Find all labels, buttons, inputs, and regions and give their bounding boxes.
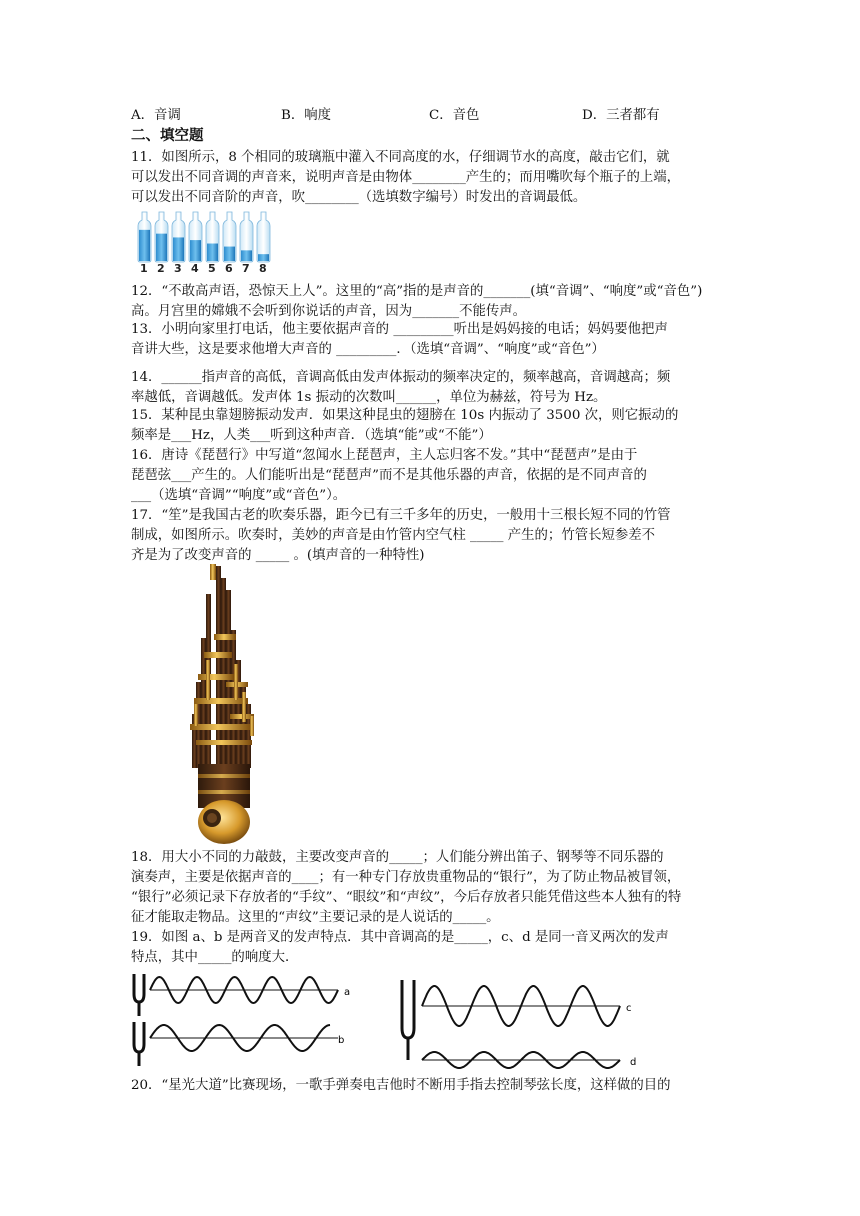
bottle-water — [207, 244, 218, 261]
q11-line-1: 11．如图所示，8 个相同的玻璃瓶中灌入不同高度的水，仔细调节水的高度，敲击它们，就 — [131, 150, 670, 165]
choice-b[interactable]: B．响度 — [281, 108, 332, 123]
q15-line-2: 频率是___Hz，人类___听到这种声音．（选填“能”或“不能”） — [131, 428, 492, 443]
q17-line-2: 制成，如图所示。吹奏时，美妙的声音是由竹管内空气柱 _____ 产生的；竹管长短参差不 — [131, 528, 656, 543]
wave-label-a: a — [344, 987, 351, 998]
q16-line-2: 琵琶弦___产生的。人们能听出是“琵琶声”而不是其他乐器的声音，依据的是不同声音的 — [131, 468, 647, 483]
sheng-figure — [190, 564, 270, 848]
bottle-number: 3 — [174, 262, 182, 275]
q19-line-2: 特点，其中_____的响度大． — [131, 950, 299, 965]
q11-line-2: 可以发出不同音调的声音来，说明声音是由物体________产生的；而用嘴吹每个瓶子的上端， — [131, 170, 681, 185]
tuning-fork-icon — [134, 974, 144, 1066]
bottle-number: 1 — [140, 262, 148, 275]
q17-line-3: 齐是为了改变声音的 _____ 。(填声音的一种特性) — [131, 548, 425, 563]
bottle-water — [173, 237, 184, 261]
bottle-water — [139, 230, 150, 261]
choice-row — [131, 104, 731, 124]
q18-line-1: 18．用大小不同的力敲鼓，主要改变声音的_____；人们能分辨出笛子、钢琴等不同乐器的 — [131, 850, 664, 865]
q18-line-3: “银行”必须记录下存放者的“手纹”、“眼纹”和“声纹”，今后存放者只能凭借这些本人独有的特 — [131, 890, 682, 905]
q12-line-2: 高。月宫里的嫦娥不会听到你说话的声音，因为_______不能传声。 — [131, 304, 527, 319]
bottle-number: 2 — [157, 262, 165, 275]
bottle-water — [258, 254, 269, 261]
q17-line-1: 17．“笙”是我国古老的吹奏乐器，距今已有三千多年的历史，一般用十三根长短不同的竹管 — [131, 508, 671, 523]
q13-line-1: 13．小明向家里打电话，他主要依据声音的 _________听出是妈妈接的电话；妈妈要他把声 — [131, 322, 668, 337]
q19-line-1: 19．如图 a、b 是两音叉的发声特点．其中音调高的是_____，c、d 是同一音叉两次的发声 — [131, 930, 669, 945]
wave-label-b: b — [338, 1035, 345, 1046]
q15-line-1: 15．某种昆虫靠翅膀振动发声．如果这种昆虫的翅膀在 10s 内振动了 3500 次，则它振动的 — [131, 408, 679, 423]
bottle-number: 8 — [259, 262, 267, 275]
bottle-water — [156, 234, 167, 261]
bottle-number: 4 — [191, 262, 199, 275]
q14-line-1: 14．______指声音的高低，音调高低由发声体振动的频率决定的，频率越高，音调越高；频 — [131, 370, 671, 385]
wave-label-d: d — [630, 1057, 637, 1068]
bottle-number: 7 — [242, 262, 250, 275]
q20-line-1: 20．“星光大道”比赛现场，一歌手弹奏电吉他时不断用手指去控制琴弦长度，这样做的目的 — [131, 1078, 671, 1093]
bottle-number: 6 — [225, 262, 233, 275]
choice-a[interactable]: A．音调 — [131, 108, 181, 123]
q13-line-2: 音讲大些，这是要求他增大声音的 _________．（选填“音调”、“响度”或“音色”） — [131, 342, 605, 357]
q11-line-3: 可以发出不同音阶的声音，吹________（选填数字编号）时发出的音调最低。 — [131, 190, 587, 205]
q18-line-4: 征才能取走物品。这里的“声纹”主要记录的是人说话的_____。 — [131, 910, 500, 925]
bottle-numbers — [136, 262, 278, 276]
q14-line-2: 率越低，音调越低。发声体 1s 振动的次数叫______，单位为赫兹，符号为 Hz。 — [131, 390, 607, 405]
section-title: 二、填空题 — [131, 128, 204, 144]
bottle-water — [190, 240, 201, 261]
q18-line-2: 演奏声，主要是依据声音的____；有一种专门存放贵重物品的“银行”，为了防止物品被冒领， — [131, 870, 681, 885]
wave-label-c: c — [626, 1003, 632, 1014]
waves-figure-cd — [396, 968, 656, 1080]
q16-line-3: ___（选填“音调”“响度”或“音色”）。 — [131, 488, 347, 503]
bottle-number: 5 — [208, 262, 216, 275]
choice-c[interactable]: C．音色 — [429, 108, 480, 123]
bottle-water — [224, 247, 235, 261]
choice-d[interactable]: D．三者都有 — [582, 108, 660, 123]
tuning-fork-icon — [402, 980, 414, 1060]
waves-figure-ab — [130, 972, 360, 1068]
q12-line-1: 12．“不敢高声语，恐惊天上人”。这里的“高”指的是声音的_______(填“音调”、“响度”或“音色”) — [131, 284, 703, 299]
q16-line-1: 16．唐诗《琵琶行》中写道“忽闻水上琵琶声，主人忘归客不发。”其中“琵琶声”是由于 — [131, 448, 638, 463]
bottle-water — [241, 250, 252, 261]
